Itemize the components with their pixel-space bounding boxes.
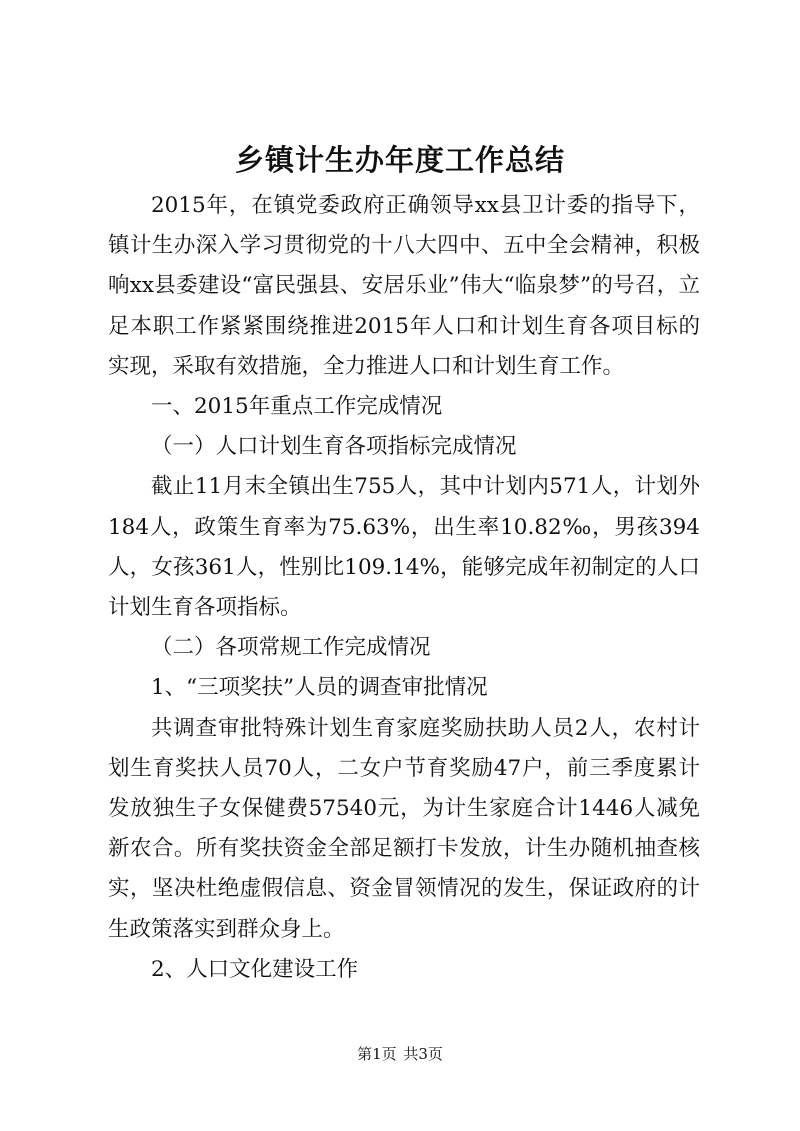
page-number: 第1页 (357, 1045, 397, 1063)
page-footer (0, 1044, 800, 1064)
section-heading-1: 一、2015年重点工作完成情况 (151, 394, 443, 420)
item-heading-1: 1、“三项奖扶”人员的调查审批情况 (151, 675, 488, 701)
subsidy-paragraph: 共调查审批特殊计划生育家庭奖励扶助人员2人，农村计划生育奖扶人员70人，二女户节育奖励47户，前三季度累计发放独生子女保健费57540元，为计生家庭合计1446人减免新农合。所有奖扶资金全部足额打卡发放，计生办随机抽查核实，坚决杜绝虚假信息、资金冒领情况的发生，保证政府的计生政策落实到群众身上。 (108, 715, 700, 942)
item-heading-2: 2、人口文化建设工作 (151, 956, 359, 982)
subsection-heading-2: （二）各项常规工作完成情况 (151, 635, 431, 661)
document-title: 乡镇计生办年度工作总结 (234, 143, 565, 177)
document-body (108, 186, 700, 990)
indicators-paragraph: 截止11月末全镇出生755人，其中计划内571人，计划外184人，政策生育率为75.63%，出生率10.82‰，男孩394人，女孩361人，性别比109.14%，能够完成年初制定的人口计划生育各项指标。 (108, 474, 700, 621)
page-total: 共3页 (403, 1045, 443, 1063)
subsection-heading-1: （一）人口计划生育各项指标完成情况 (151, 434, 517, 460)
intro-paragraph: 2015年，在镇党委政府正确领导xx县卫计委的指导下，镇计生办深入学习贯彻党的十八大四中、五中全会精神，积极响xx县委建设“富民强县、安居乐业”伟大“临泉梦”的号召，立足本职工作紧紧围绕推进2015年人口和计划生育各项目标的实现，采取有效措施，全力推进人口和计划生育工作。 (108, 193, 700, 379)
